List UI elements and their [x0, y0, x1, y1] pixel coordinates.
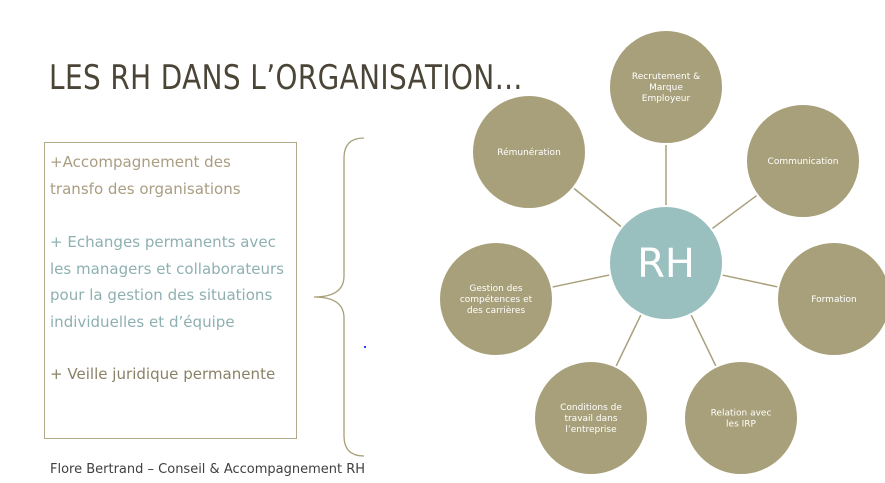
- footer-text: Flore Bertrand – Conseil & Accompagnement RH: [50, 462, 366, 477]
- node-remuneration-connector: [573, 188, 621, 227]
- slide-title: LES RH DANS L’ORGANISATION…: [49, 58, 523, 98]
- node-remuneration-label: Rémunération: [497, 148, 561, 158]
- bullet-accompagnement: +Accompagnement des transfo des organisations: [50, 153, 241, 198]
- node-conditions-travail-label: Conditions de travail dans l’entreprise: [560, 403, 622, 435]
- bullet-veille: + Veille juridique permanente: [50, 365, 276, 383]
- node-communication-connector: [712, 195, 758, 229]
- node-conditions-travail-connector: [616, 314, 641, 366]
- node-communication-label: Communication: [767, 157, 839, 167]
- bullet-echanges: + Echanges permanents avec les managers et collaborateurs pour la gestion des situations individuelles et d’équipe: [50, 233, 285, 331]
- node-gestion-competences-connector: [552, 275, 610, 287]
- node-gestion-competences-label: Gestion des compétences et des carrières: [459, 284, 533, 316]
- node-relation-irp-connector: [691, 314, 716, 366]
- node-formation-connector: [722, 275, 779, 287]
- node-recrutement-label: Recrutement & Marque Employeur: [631, 72, 701, 104]
- hub-label: RH: [637, 241, 695, 287]
- node-relation-irp-label: Relation avec les IRP: [710, 408, 772, 430]
- node-formation-label: Formation: [811, 295, 857, 305]
